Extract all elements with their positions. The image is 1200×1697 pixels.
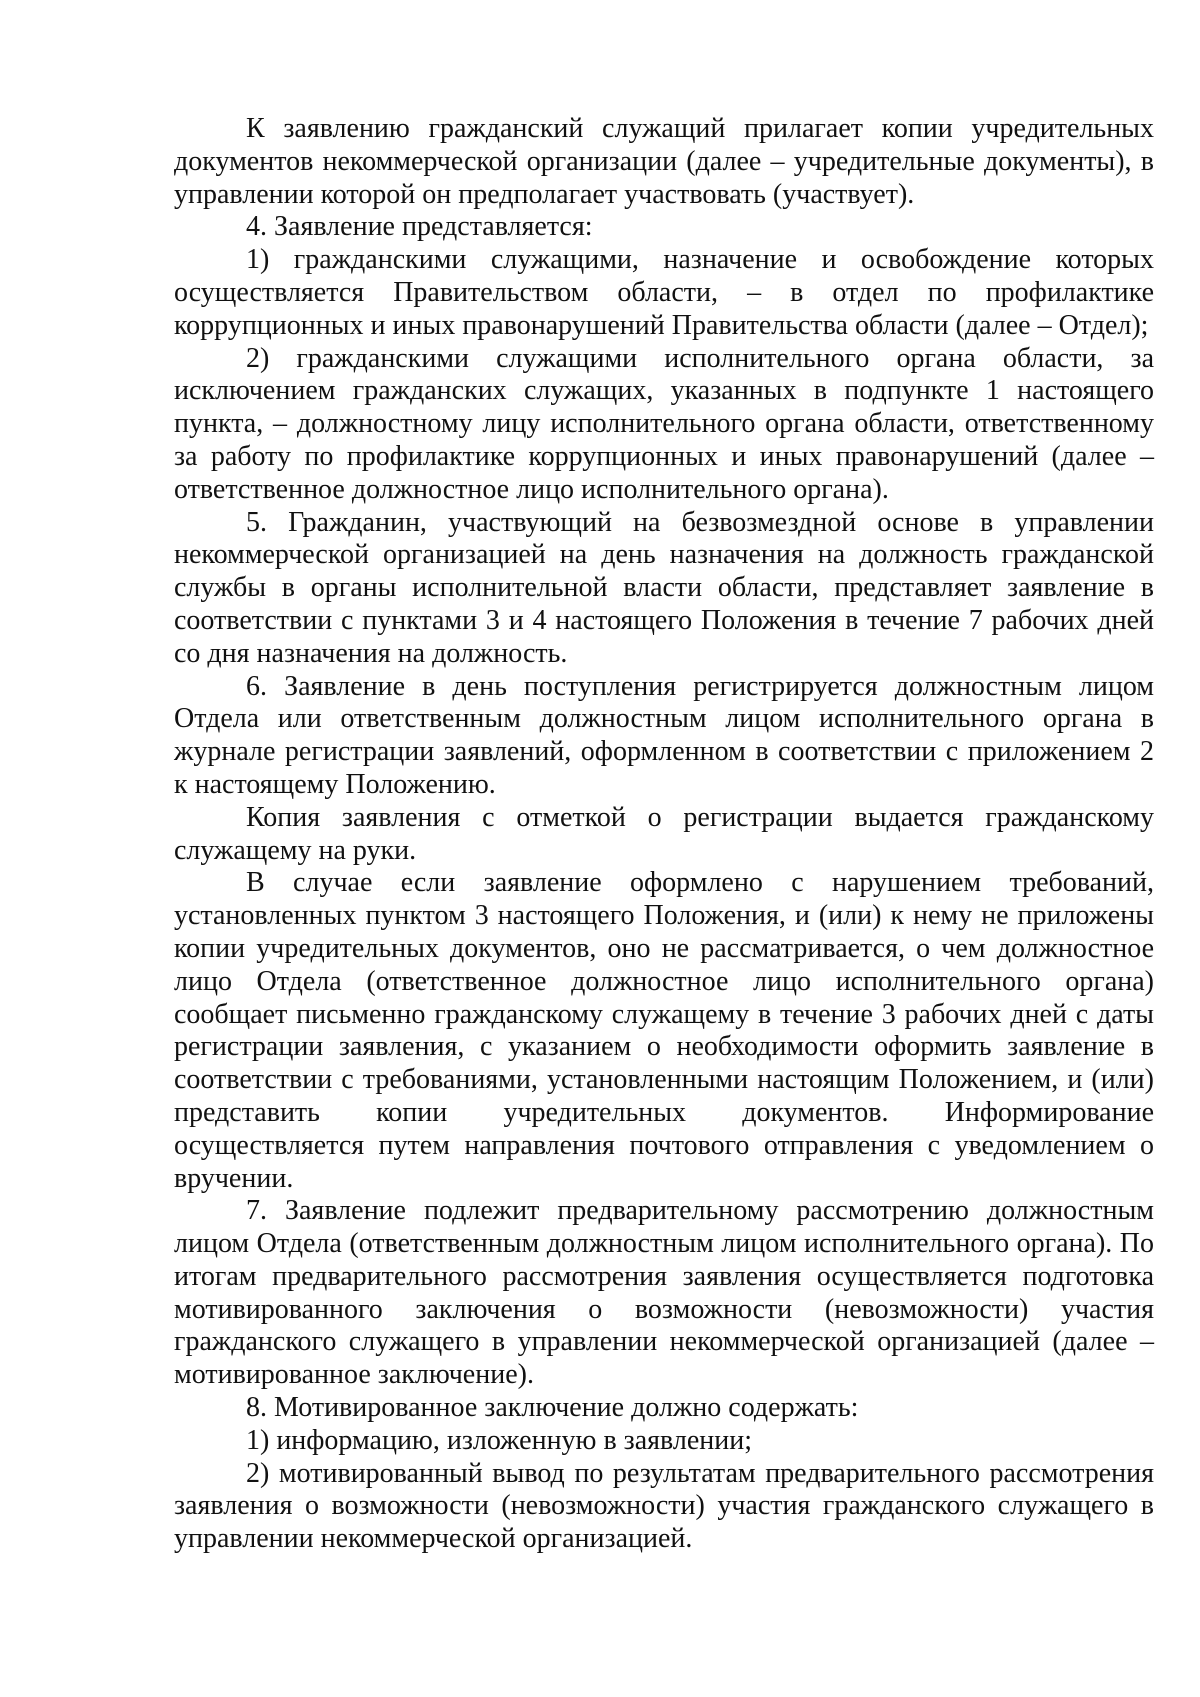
paragraph-attachments: К заявлению гражданский служащий прилагает копии учредительных документов некоммерческой организации (далее – учредительные документы), в управлении которой он предполагает участвовать (участвует). xyxy=(174,113,1154,210)
paragraph-copy-issued: Копия заявления с отметкой о регистрации выдается гражданскому служащему на руки. xyxy=(174,801,1154,866)
document-page xyxy=(174,113,1154,1556)
paragraph-item-4-1: 1) гражданскими служащими, назначение и освобождение которых осуществляется Правительством области, – в отдел по профилактике коррупционных и иных правонарушений Правительства области (далее – Отдел); xyxy=(174,244,1154,341)
paragraph-item-8-2: 2) мотивированный вывод по результатам предварительного рассмотрения заявления о возможности (невозможности) участия гражданского служащего в управлении некоммерческой организацией. xyxy=(174,1457,1154,1555)
paragraph-item-4-2: 2) гражданскими служащими исполнительного органа области, за исключением гражданских служащих, указанных в подпункте 1 настоящего пункта, – должностному лицу исполнительного органа области, ответственному за работу по профилактике коррупционных и иных правонарушений (далее – ответственное должностное лицо исполнительного органа). xyxy=(174,342,1154,505)
paragraph-item-6: 6. Заявление в день поступления регистрируется должностным лицом Отдела или ответственным должностным лицом исполнительного органа в журнале регистрации заявлений, оформленном в соответствии с приложением 2 к настоящему Положению. xyxy=(174,670,1154,800)
paragraph-item-8: 8. Мотивированное заключение должно содержать: xyxy=(246,1392,859,1424)
paragraph-item-7: 7. Заявление подлежит предварительному рассмотрению должностным лицом Отдела (ответственным должностным лицом исполнительного органа). По итогам предварительного рассмотрения заявления осуществляется подготовка мотивированного заключения о возможности (невозможности) участия гражданского служащего в управлении некоммерческой организацией (далее – мотивированное заключение). xyxy=(174,1195,1154,1391)
paragraph-item-5: 5. Гражданин, участвующий на безвозмездной основе в управлении некоммерческой организацией на день назначения на должность гражданской службы в органы исполнительной власти области, представляет заявление в соответствии с пунктами 3 и 4 настоящего Положения в течение 7 рабочих дней со дня назначения на должность. xyxy=(174,506,1154,669)
paragraph-item-4: 4. Заявление представляется: xyxy=(246,211,593,243)
paragraph-violation-case: В случае если заявление оформлено с нарушением требований, установленных пунктом 3 настоящего Положения, и (или) к нему не приложены копии учредительных документов, оно не рассматривается, о чем должностное лицо Отдела (ответственное должностное лицо исполнительного органа) сообщает письменно гражданскому служащему в течение 3 рабочих дней с даты регистрации заявления, с указанием о необходимости оформить заявление в соответствии с требованиями, установленными настоящим Положением, и (или) представить копии учредительных документов. Информирование осуществляется путем направления почтового отправления с уведомлением о вручении. xyxy=(174,867,1154,1194)
paragraph-item-8-1: 1) информацию, изложенную в заявлении; xyxy=(246,1424,753,1456)
